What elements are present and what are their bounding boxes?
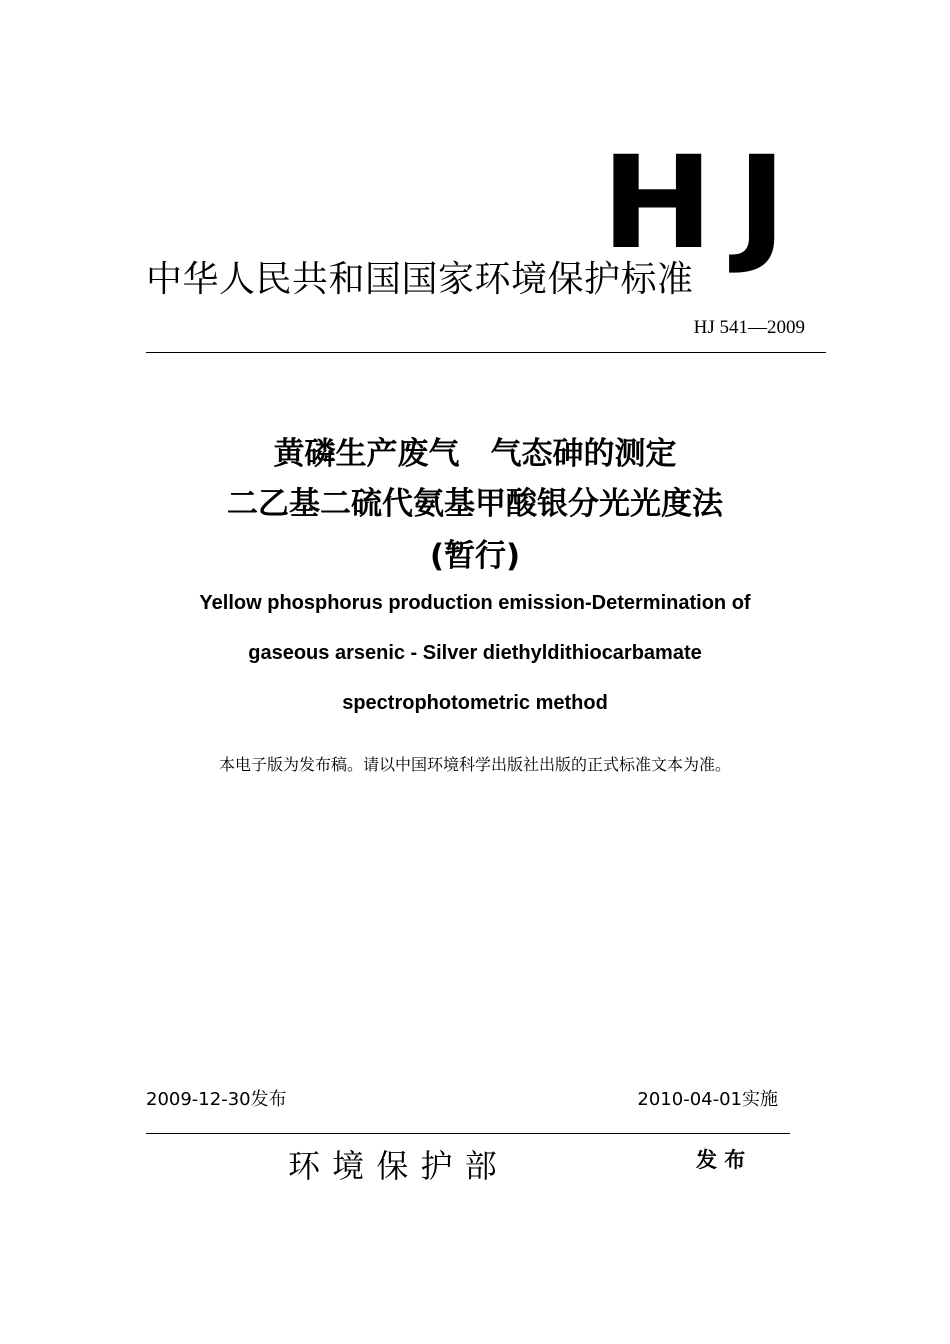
standard-number: HJ 541—2009	[693, 317, 805, 338]
implementation-date: 2010-04-01实施	[637, 1089, 778, 1110]
issue-date: 2009-12-30发布	[146, 1089, 287, 1110]
title-cn-line-2: 二乙基二硫代氨基甲酸银分光光度法	[227, 486, 723, 522]
title-en-line-3: spectrophotometric method	[342, 692, 608, 714]
title-cn-line-1: 黄磷生产废气 气态砷的测定	[273, 436, 677, 472]
release-notice: 本电子版为发布稿。请以中国环境科学出版社出版的正式标准文本为准。	[218, 755, 731, 774]
issuer-action: 发 布	[696, 1148, 746, 1172]
hj-logo: HJ	[601, 129, 810, 278]
header-divider	[146, 352, 826, 353]
title-cn-line-3: (暂行)	[429, 538, 521, 574]
title-en-line-1: Yellow phosphorus production emission-Determination of	[199, 592, 751, 614]
title-en-line-2: gaseous arsenic - Silver diethyldithiocarbamate	[248, 642, 702, 664]
standard-category: 中华人民共和国国家环境保护标准	[146, 259, 694, 300]
issuer-name: 环 境 保 护 部	[288, 1147, 498, 1185]
footer-divider	[146, 1133, 790, 1134]
